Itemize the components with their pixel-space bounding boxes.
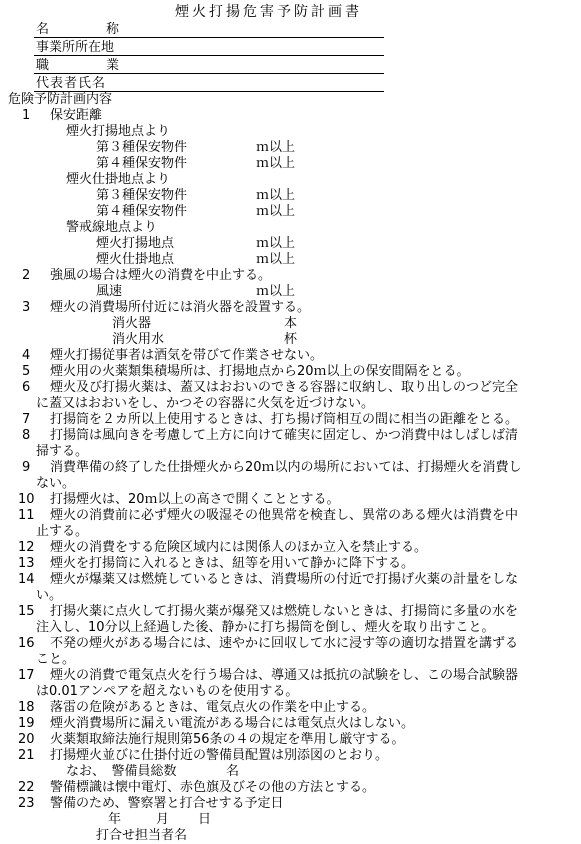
item-text: 煙火の消費で電気点火を行う場合は、導通又は抵抗の試験をし、この場合試験器 (50, 668, 519, 683)
item-text-continued: に蓋又はおおいをし、かつその容器に火気を近づけない。 (36, 396, 375, 411)
sub-item-label: 第４種保安物件 (96, 156, 188, 171)
item-number: 22 (18, 780, 35, 795)
sub-item-label: 煙火仕掛地点 (96, 252, 175, 267)
sub-heading: 警戒線地点より (66, 220, 158, 235)
item-number: 23 (18, 796, 35, 811)
item-text: 消費準備の終了した仕掛煙火から20ｍ以内の場所においては、打揚煙火を消費し (50, 460, 522, 475)
sub-item-label: 消火用水 (112, 332, 165, 347)
item-text: 強風の場合は煙火の消費を中止する。 (50, 268, 272, 283)
section-title: 危険予防計画内容 (8, 92, 113, 107)
date-day-label: 日 (198, 812, 212, 827)
item-text: 煙火の消費場所付近には消火器を設置する。 (50, 300, 311, 315)
item-number: 10 (18, 492, 35, 507)
office-address-underline (34, 55, 384, 56)
sub-item-unit: ｍ以上 (256, 204, 296, 219)
item-text: 打揚筒を２カ所以上使用するときは、打ち揚げ筒相互の間に相当の距離をとる。 (50, 412, 519, 427)
item-number: 1 (22, 108, 31, 123)
item-text-continued: い。 (36, 588, 63, 603)
item-number: 6 (22, 380, 31, 395)
item-text-continued: 注入し、10分以上経過した後、静かに打ち揚筒を倒し、煙火を取り出すこと。 (36, 620, 495, 635)
item-number: 16 (18, 636, 35, 651)
sub-item-unit: ｍ以上 (256, 188, 296, 203)
sub-item-label: 第３種保安物件 (96, 188, 188, 203)
item-text: 打揚火薬に点火して打揚火薬が爆発又は燃焼しないときは、打揚筒に多量の水を (50, 604, 519, 619)
item-text: 煙火が爆薬又は燃焼しているときは、消費場所の付近で打揚げ火薬の計量をしな (50, 572, 519, 587)
item-text-continued: 掃する。 (36, 444, 89, 459)
item-number: 8 (22, 428, 31, 443)
sub-item-label: 第３種保安物件 (96, 140, 188, 155)
sub-item-unit: ｍ以上 (256, 284, 296, 299)
item-text: 落雷の危険があるときは、電気点火の作業を中止する。 (50, 700, 376, 715)
item-text: 煙火打揚従事者は酒気を帯びて作業させない。 (50, 348, 324, 363)
contact-person-label: 打合せ担当者名 (96, 828, 188, 843)
item-number: 17 (18, 668, 35, 683)
item-text: 煙火消費場所に漏えい電流がある場合には電気点火はしない。 (50, 716, 415, 731)
item-number: 4 (22, 348, 31, 363)
sub-item-label: 消火器 (112, 316, 152, 331)
item-number: 21 (18, 748, 35, 763)
sub-item-label: 第４種保安物件 (96, 204, 188, 219)
item-text: 不発の煙火がある場合には、速やかに回収して水に浸す等の適切な措置を講ずる (50, 636, 519, 651)
job-label: 職 業 (36, 58, 121, 73)
sub-item-unit: 名 (226, 764, 240, 779)
document-title: 煙火打揚危害予防計画書 (175, 4, 362, 20)
item-text-continued: こと。 (36, 652, 76, 667)
item-text: 煙火を打揚筒に入れるときは、紐等を用いて静かに降下する。 (50, 556, 415, 571)
item-text: 煙火の消費前に必ず煙火の吸湿その他異常を検査し、異常のある煙火は消費を中 (50, 508, 519, 523)
item-number: 18 (18, 700, 35, 715)
name-label: 名 称 (36, 22, 121, 37)
representative-label: 代表者氏名 (36, 76, 107, 91)
name-underline (34, 37, 384, 38)
sub-item-unit: 本 (284, 316, 298, 331)
item-text: 警備のため、警察署と打合せする予定日 (50, 796, 284, 811)
sub-item-label: なお、 警備員総数 (66, 764, 177, 779)
item-text: 煙火及び打揚火薬は、蓋又はおおいのできる容器に収納し、取り出しのつど完全 (50, 380, 519, 395)
date-year-label: 年 (108, 812, 122, 827)
item-text-continued: ない。 (36, 476, 76, 491)
date-month-label: 月 (156, 812, 170, 827)
item-text: 煙火の消費をする危険区域内には関係人のほか立入を禁止する。 (50, 540, 428, 555)
sub-item-unit: ｍ以上 (256, 140, 296, 155)
item-number: 11 (18, 508, 35, 523)
item-text: 保安距離 (50, 108, 103, 123)
item-number: 3 (22, 300, 31, 315)
office-address-label: 事業所所在地 (36, 40, 115, 55)
item-number: 2 (22, 268, 31, 283)
item-text: 火薬類取締法施行規則第56条の４の規定を準用し厳守する。 (50, 732, 405, 747)
sub-heading: 煙火打揚地点より (66, 124, 171, 139)
item-number: 5 (22, 364, 31, 379)
item-text: 警備標識は懐中電灯、赤色旗及びその他の方法とする。 (50, 780, 376, 795)
sub-item-unit: 杯 (284, 332, 298, 347)
item-number: 9 (22, 460, 31, 475)
item-text-continued: 止する。 (36, 524, 89, 539)
item-number: 7 (22, 412, 31, 427)
sub-heading: 煙火仕掛地点より (66, 172, 171, 187)
item-number: 13 (18, 556, 35, 571)
item-text: 煙火用の火薬類集積場所は、打揚地点から20ｍ以上の保安間隔をとる。 (50, 364, 470, 379)
item-text-continued: は0.01アンペアを超えないものを使用する。 (36, 684, 299, 699)
sub-item-unit: ｍ以上 (256, 236, 296, 251)
item-text: 打揚煙火は、20ｍ以上の高さで開くこととする。 (50, 492, 340, 507)
item-number: 15 (18, 604, 35, 619)
item-number: 12 (18, 540, 35, 555)
sub-item-unit: ｍ以上 (256, 252, 296, 267)
job-underline (34, 73, 384, 74)
item-text: 打揚筒は風向きを考慮して上方に向けて確実に固定し、かつ消費中はしばしば清 (50, 428, 519, 443)
item-number: 19 (18, 716, 35, 731)
sub-item-label: 風速 (96, 284, 123, 299)
item-text: 打揚煙火並びに仕掛付近の警備員配置は別添図のとおり。 (50, 748, 389, 763)
item-number: 14 (18, 572, 35, 587)
item-number: 20 (18, 732, 35, 747)
sub-item-label: 煙火打揚地点 (96, 236, 175, 251)
sub-item-unit: ｍ以上 (256, 156, 296, 171)
